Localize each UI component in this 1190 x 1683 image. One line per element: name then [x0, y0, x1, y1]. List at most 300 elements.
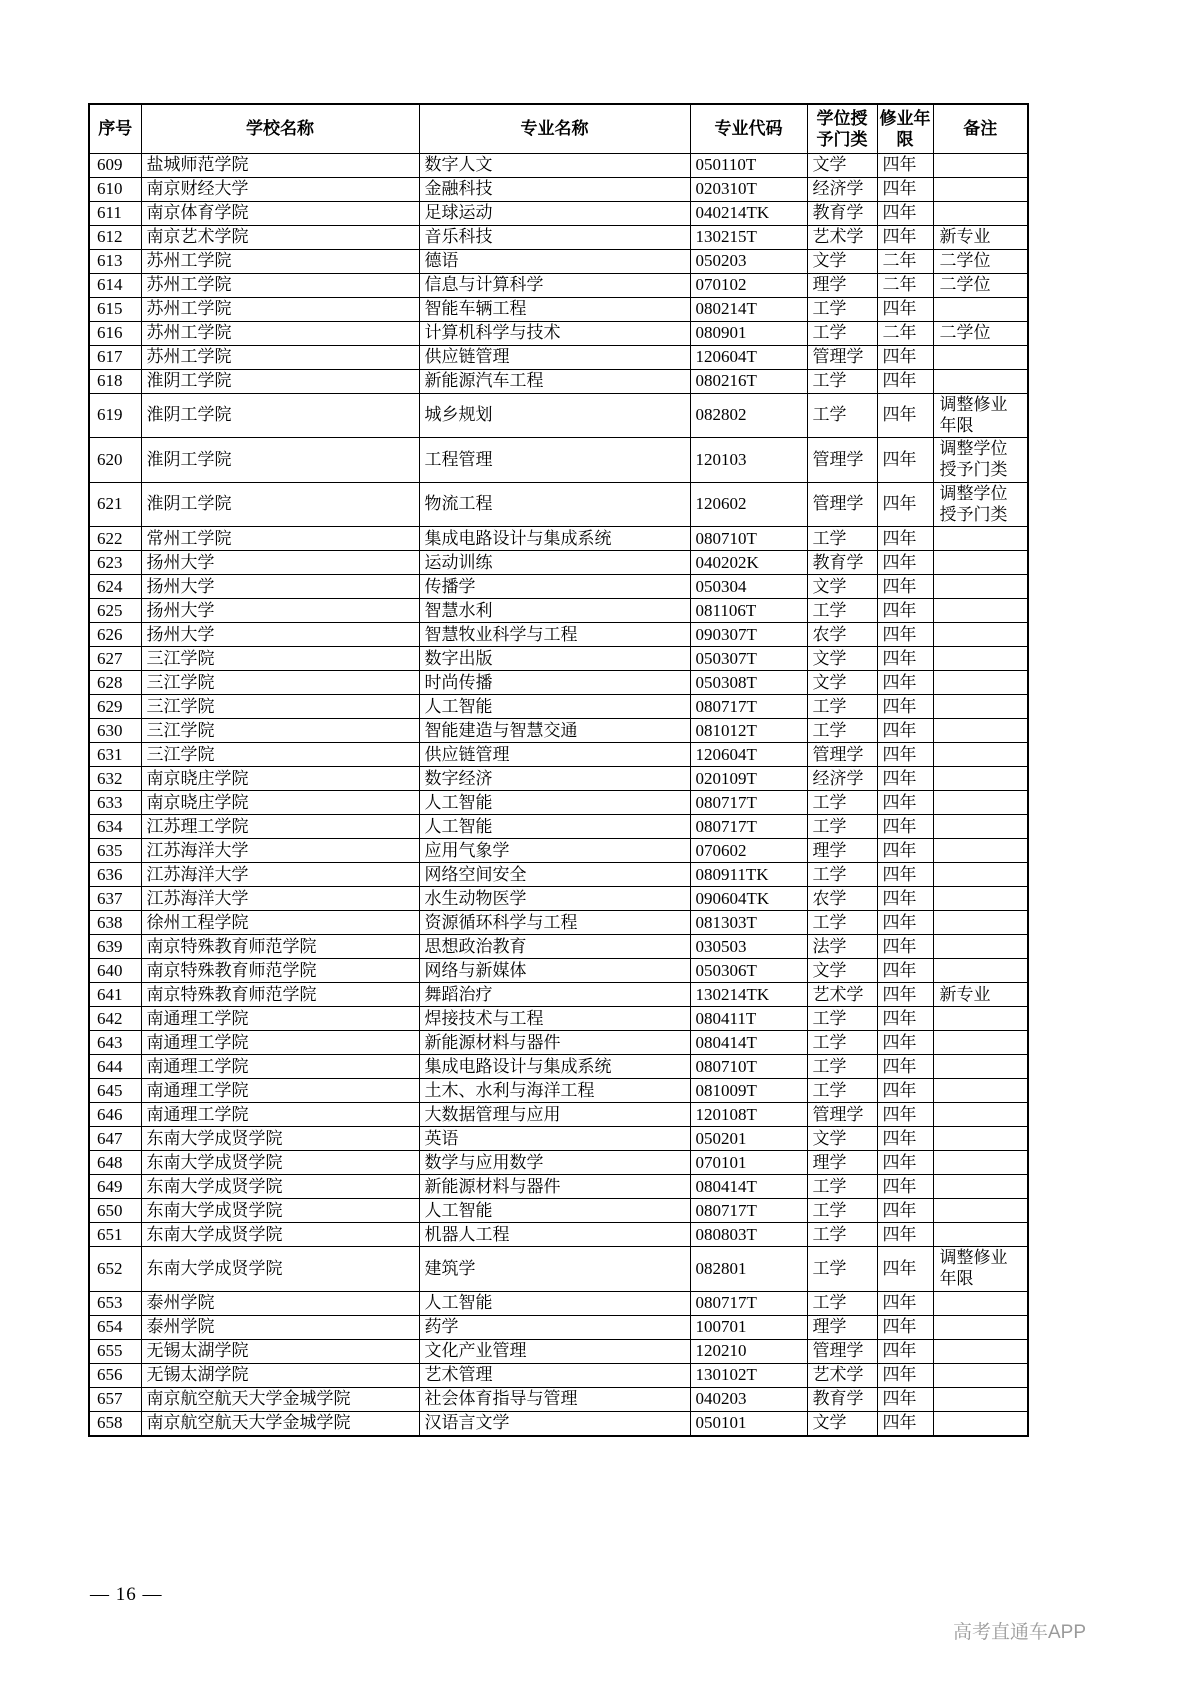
cell-index: 615 [89, 298, 141, 322]
cell-duration: 四年 [877, 370, 933, 394]
cell-remark [933, 575, 1028, 599]
table-row [89, 695, 1028, 719]
cell-major-name: 新能源汽车工程 [419, 370, 690, 394]
cell-major-code: 130214TK [690, 983, 807, 1007]
cell-major-name: 集成电路设计与集成系统 [419, 527, 690, 551]
cell-remark [933, 647, 1028, 671]
cell-remark [933, 1339, 1028, 1363]
cell-major-code: 080717T [690, 1291, 807, 1315]
cell-major-name: 数字经济 [419, 767, 690, 791]
cell-major-code: 080803T [690, 1223, 807, 1247]
cell-degree-category: 教育学 [807, 551, 877, 575]
cell-major-name: 新能源材料与器件 [419, 1175, 690, 1199]
cell-degree-category: 文学 [807, 1411, 877, 1436]
cell-duration: 四年 [877, 1031, 933, 1055]
cell-index: 635 [89, 839, 141, 863]
cell-duration: 四年 [877, 394, 933, 438]
cell-degree-category: 工学 [807, 394, 877, 438]
cell-school-name: 三江学院 [141, 743, 419, 767]
cell-duration: 四年 [877, 839, 933, 863]
cell-duration: 二年 [877, 250, 933, 274]
column-header-5: 修业年限 [877, 104, 933, 154]
cell-degree-category: 管理学 [807, 346, 877, 370]
cell-duration: 四年 [877, 226, 933, 250]
cell-major-code: 130215T [690, 226, 807, 250]
cell-index: 629 [89, 695, 141, 719]
cell-duration: 四年 [877, 1411, 933, 1436]
cell-major-name: 网络与新媒体 [419, 959, 690, 983]
cell-remark [933, 1291, 1028, 1315]
cell-remark [933, 839, 1028, 863]
cell-duration: 四年 [877, 202, 933, 226]
cell-duration: 四年 [877, 1223, 933, 1247]
cell-remark [933, 1199, 1028, 1223]
column-header-4: 学位授予门类 [807, 104, 877, 154]
cell-major-code: 090307T [690, 623, 807, 647]
cell-index: 622 [89, 527, 141, 551]
cell-major-name: 智慧牧业科学与工程 [419, 623, 690, 647]
cell-school-name: 三江学院 [141, 671, 419, 695]
cell-major-name: 新能源材料与器件 [419, 1031, 690, 1055]
cell-index: 624 [89, 575, 141, 599]
cell-index: 631 [89, 743, 141, 767]
cell-duration: 二年 [877, 322, 933, 346]
cell-major-name: 集成电路设计与集成系统 [419, 1055, 690, 1079]
cell-major-name: 时尚传播 [419, 671, 690, 695]
table-row [89, 1199, 1028, 1223]
cell-index: 651 [89, 1223, 141, 1247]
cell-duration: 四年 [877, 1007, 933, 1031]
table-row [89, 1127, 1028, 1151]
cell-duration: 四年 [877, 695, 933, 719]
table-row [89, 370, 1028, 394]
cell-school-name: 扬州大学 [141, 599, 419, 623]
cell-major-code: 040203 [690, 1387, 807, 1411]
cell-degree-category: 经济学 [807, 767, 877, 791]
cell-duration: 四年 [877, 983, 933, 1007]
cell-major-code: 120108T [690, 1103, 807, 1127]
cell-school-name: 泰州学院 [141, 1291, 419, 1315]
table-row [89, 647, 1028, 671]
cell-major-code: 030503 [690, 935, 807, 959]
cell-duration: 四年 [877, 743, 933, 767]
cell-degree-category: 农学 [807, 887, 877, 911]
cell-major-code: 020310T [690, 178, 807, 202]
table-row [89, 791, 1028, 815]
cell-index: 647 [89, 1127, 141, 1151]
cell-degree-category: 经济学 [807, 178, 877, 202]
cell-school-name: 南京财经大学 [141, 178, 419, 202]
cell-remark [933, 887, 1028, 911]
cell-index: 632 [89, 767, 141, 791]
cell-duration: 四年 [877, 887, 933, 911]
cell-major-code: 050201 [690, 1127, 807, 1151]
cell-major-name: 人工智能 [419, 695, 690, 719]
cell-remark [933, 695, 1028, 719]
cell-index: 639 [89, 935, 141, 959]
table-row [89, 1079, 1028, 1103]
cell-major-code: 080911TK [690, 863, 807, 887]
cell-duration: 四年 [877, 1079, 933, 1103]
cell-major-code: 050306T [690, 959, 807, 983]
cell-index: 619 [89, 394, 141, 438]
cell-major-code: 080717T [690, 815, 807, 839]
cell-duration: 四年 [877, 1175, 933, 1199]
cell-index: 612 [89, 226, 141, 250]
cell-index: 626 [89, 623, 141, 647]
cell-major-code: 020109T [690, 767, 807, 791]
cell-school-name: 泰州学院 [141, 1315, 419, 1339]
cell-degree-category: 工学 [807, 1175, 877, 1199]
cell-degree-category: 教育学 [807, 1387, 877, 1411]
cell-degree-category: 工学 [807, 599, 877, 623]
cell-index: 616 [89, 322, 141, 346]
table-row [89, 1411, 1028, 1436]
cell-major-name: 智能车辆工程 [419, 298, 690, 322]
cell-degree-category: 工学 [807, 1291, 877, 1315]
cell-school-name: 苏州工学院 [141, 346, 419, 370]
cell-remark [933, 178, 1028, 202]
cell-major-name: 数字人文 [419, 154, 690, 178]
table-header [89, 104, 1028, 154]
cell-index: 644 [89, 1055, 141, 1079]
cell-duration: 四年 [877, 178, 933, 202]
cell-degree-category: 农学 [807, 623, 877, 647]
cell-school-name: 江苏理工学院 [141, 815, 419, 839]
cell-degree-category: 理学 [807, 839, 877, 863]
cell-remark [933, 202, 1028, 226]
column-header-1: 学校名称 [141, 104, 419, 154]
cell-remark [933, 815, 1028, 839]
cell-degree-category: 工学 [807, 1223, 877, 1247]
table-row [89, 1151, 1028, 1175]
cell-major-name: 运动训练 [419, 551, 690, 575]
cell-duration: 四年 [877, 623, 933, 647]
cell-major-name: 机器人工程 [419, 1223, 690, 1247]
cell-degree-category: 艺术学 [807, 983, 877, 1007]
cell-major-name: 智慧水利 [419, 599, 690, 623]
table-row [89, 767, 1028, 791]
table-row [89, 482, 1028, 526]
cell-major-code: 100701 [690, 1315, 807, 1339]
cell-index: 630 [89, 719, 141, 743]
cell-school-name: 苏州工学院 [141, 322, 419, 346]
cell-remark [933, 671, 1028, 695]
cell-major-name: 城乡规划 [419, 394, 690, 438]
cell-major-code: 050307T [690, 647, 807, 671]
cell-major-code: 050101 [690, 1411, 807, 1436]
cell-index: 636 [89, 863, 141, 887]
table-row [89, 959, 1028, 983]
cell-remark: 新专业 [933, 226, 1028, 250]
cell-major-code: 070602 [690, 839, 807, 863]
cell-school-name: 无锡太湖学院 [141, 1363, 419, 1387]
cell-index: 613 [89, 250, 141, 274]
cell-school-name: 南京特殊教育师范学院 [141, 935, 419, 959]
cell-major-code: 080710T [690, 1055, 807, 1079]
cell-major-name: 物流工程 [419, 482, 690, 526]
cell-school-name: 南京特殊教育师范学院 [141, 983, 419, 1007]
cell-major-name: 供应链管理 [419, 743, 690, 767]
cell-school-name: 江苏海洋大学 [141, 887, 419, 911]
cell-duration: 四年 [877, 791, 933, 815]
cell-major-code: 120103 [690, 438, 807, 482]
cell-school-name: 三江学院 [141, 647, 419, 671]
cell-degree-category: 工学 [807, 695, 877, 719]
cell-duration: 四年 [877, 1199, 933, 1223]
cell-degree-category: 工学 [807, 815, 877, 839]
cell-degree-category: 文学 [807, 959, 877, 983]
cell-major-code: 082801 [690, 1247, 807, 1291]
cell-index: 637 [89, 887, 141, 911]
table-row [89, 839, 1028, 863]
cell-school-name: 南京晓庄学院 [141, 767, 419, 791]
cell-duration: 四年 [877, 1103, 933, 1127]
cell-degree-category: 工学 [807, 1079, 877, 1103]
watermark-app-name: 高考直通车APP [952, 1622, 1086, 1643]
cell-duration: 四年 [877, 346, 933, 370]
cell-duration: 四年 [877, 1247, 933, 1291]
cell-major-code: 120210 [690, 1339, 807, 1363]
table-row [89, 1175, 1028, 1199]
table-row [89, 551, 1028, 575]
table-row [89, 575, 1028, 599]
cell-duration: 二年 [877, 274, 933, 298]
cell-remark [933, 1151, 1028, 1175]
cell-school-name: 南京体育学院 [141, 202, 419, 226]
cell-major-name: 舞蹈治疗 [419, 983, 690, 1007]
cell-remark: 二学位 [933, 250, 1028, 274]
cell-remark [933, 346, 1028, 370]
cell-major-name: 文化产业管理 [419, 1339, 690, 1363]
cell-duration: 四年 [877, 815, 933, 839]
cell-duration: 四年 [877, 1315, 933, 1339]
table-body [89, 154, 1028, 1436]
cell-school-name: 盐城师范学院 [141, 154, 419, 178]
table-row [89, 815, 1028, 839]
cell-duration: 四年 [877, 1127, 933, 1151]
cell-index: 620 [89, 438, 141, 482]
cell-index: 618 [89, 370, 141, 394]
cell-school-name: 南京航空航天大学金城学院 [141, 1411, 419, 1436]
cell-major-name: 德语 [419, 250, 690, 274]
cell-duration: 四年 [877, 438, 933, 482]
cell-major-code: 082802 [690, 394, 807, 438]
cell-school-name: 南通理工学院 [141, 1055, 419, 1079]
cell-school-name: 常州工学院 [141, 527, 419, 551]
cell-degree-category: 文学 [807, 671, 877, 695]
cell-school-name: 南通理工学院 [141, 1031, 419, 1055]
column-header-2: 专业名称 [419, 104, 690, 154]
cell-major-code: 081009T [690, 1079, 807, 1103]
cell-degree-category: 工学 [807, 719, 877, 743]
cell-major-name: 金融科技 [419, 178, 690, 202]
cell-duration: 四年 [877, 575, 933, 599]
cell-degree-category: 工学 [807, 1055, 877, 1079]
cell-remark [933, 911, 1028, 935]
cell-remark [933, 1007, 1028, 1031]
cell-duration: 四年 [877, 1387, 933, 1411]
cell-index: 617 [89, 346, 141, 370]
cell-index: 655 [89, 1339, 141, 1363]
cell-remark: 调整学位授予门类 [933, 438, 1028, 482]
cell-major-name: 足球运动 [419, 202, 690, 226]
table-row [89, 623, 1028, 647]
cell-major-name: 应用气象学 [419, 839, 690, 863]
cell-duration: 四年 [877, 551, 933, 575]
cell-remark [933, 1175, 1028, 1199]
cell-duration: 四年 [877, 719, 933, 743]
cell-degree-category: 管理学 [807, 743, 877, 767]
cell-index: 609 [89, 154, 141, 178]
cell-remark [933, 1363, 1028, 1387]
cell-index: 646 [89, 1103, 141, 1127]
cell-major-code: 070102 [690, 274, 807, 298]
cell-remark [933, 743, 1028, 767]
cell-major-code: 080414T [690, 1175, 807, 1199]
cell-school-name: 东南大学成贤学院 [141, 1151, 419, 1175]
cell-remark [933, 1411, 1028, 1436]
cell-remark [933, 1079, 1028, 1103]
cell-degree-category: 工学 [807, 527, 877, 551]
cell-school-name: 南京艺术学院 [141, 226, 419, 250]
cell-index: 610 [89, 178, 141, 202]
cell-duration: 四年 [877, 1291, 933, 1315]
cell-duration: 四年 [877, 298, 933, 322]
cell-index: 627 [89, 647, 141, 671]
cell-major-name: 智能建造与智慧交通 [419, 719, 690, 743]
cell-major-name: 信息与计算科学 [419, 274, 690, 298]
cell-remark [933, 1387, 1028, 1411]
cell-major-name: 英语 [419, 1127, 690, 1151]
cell-duration: 四年 [877, 1339, 933, 1363]
cell-school-name: 南通理工学院 [141, 1007, 419, 1031]
cell-remark [933, 935, 1028, 959]
table-row [89, 671, 1028, 695]
cell-remark: 二学位 [933, 322, 1028, 346]
cell-school-name: 南京航空航天大学金城学院 [141, 1387, 419, 1411]
cell-degree-category: 工学 [807, 1031, 877, 1055]
cell-index: 648 [89, 1151, 141, 1175]
cell-school-name: 淮阴工学院 [141, 482, 419, 526]
table-row [89, 250, 1028, 274]
cell-remark [933, 527, 1028, 551]
table-row [89, 983, 1028, 1007]
page-number: — 16 — [90, 1584, 163, 1605]
cell-duration: 四年 [877, 1363, 933, 1387]
cell-remark [933, 154, 1028, 178]
cell-major-code: 050110T [690, 154, 807, 178]
cell-degree-category: 管理学 [807, 482, 877, 526]
cell-school-name: 江苏海洋大学 [141, 863, 419, 887]
table-row [89, 1247, 1028, 1291]
cell-duration: 四年 [877, 1151, 933, 1175]
cell-major-name: 资源循环科学与工程 [419, 911, 690, 935]
cell-major-code: 120604T [690, 743, 807, 767]
cell-duration: 四年 [877, 1055, 933, 1079]
cell-remark [933, 1031, 1028, 1055]
cell-degree-category: 工学 [807, 322, 877, 346]
cell-major-name: 社会体育指导与管理 [419, 1387, 690, 1411]
cell-degree-category: 法学 [807, 935, 877, 959]
cell-duration: 四年 [877, 767, 933, 791]
cell-school-name: 南京特殊教育师范学院 [141, 959, 419, 983]
cell-school-name: 苏州工学院 [141, 274, 419, 298]
cell-duration: 四年 [877, 482, 933, 526]
cell-major-name: 艺术管理 [419, 1363, 690, 1387]
cell-major-name: 供应链管理 [419, 346, 690, 370]
cell-school-name: 淮阴工学院 [141, 394, 419, 438]
cell-major-code: 080414T [690, 1031, 807, 1055]
cell-remark [933, 767, 1028, 791]
cell-major-code: 040202K [690, 551, 807, 575]
cell-degree-category: 工学 [807, 1247, 877, 1291]
table-row [89, 1223, 1028, 1247]
cell-major-name: 思想政治教育 [419, 935, 690, 959]
table-row [89, 1339, 1028, 1363]
cell-remark: 新专业 [933, 983, 1028, 1007]
cell-school-name: 南通理工学院 [141, 1079, 419, 1103]
majors-approval-table [88, 103, 1029, 1437]
cell-index: 657 [89, 1387, 141, 1411]
table-row [89, 346, 1028, 370]
table-row [89, 438, 1028, 482]
cell-major-code: 050308T [690, 671, 807, 695]
cell-major-name: 焊接技术与工程 [419, 1007, 690, 1031]
cell-remark [933, 623, 1028, 647]
cell-major-code: 081012T [690, 719, 807, 743]
table-row [89, 935, 1028, 959]
table-row [89, 1363, 1028, 1387]
cell-degree-category: 工学 [807, 1007, 877, 1031]
cell-index: 633 [89, 791, 141, 815]
cell-duration: 四年 [877, 599, 933, 623]
cell-major-code: 050304 [690, 575, 807, 599]
cell-index: 614 [89, 274, 141, 298]
cell-major-code: 070101 [690, 1151, 807, 1175]
cell-degree-category: 工学 [807, 1199, 877, 1223]
cell-school-name: 东南大学成贤学院 [141, 1127, 419, 1151]
cell-index: 642 [89, 1007, 141, 1031]
cell-duration: 四年 [877, 154, 933, 178]
cell-school-name: 淮阴工学院 [141, 370, 419, 394]
cell-school-name: 南京晓庄学院 [141, 791, 419, 815]
cell-degree-category: 管理学 [807, 1339, 877, 1363]
cell-degree-category: 工学 [807, 370, 877, 394]
cell-duration: 四年 [877, 647, 933, 671]
cell-remark [933, 1103, 1028, 1127]
column-header-3: 专业代码 [690, 104, 807, 154]
cell-major-code: 080717T [690, 791, 807, 815]
cell-index: 640 [89, 959, 141, 983]
table-row [89, 226, 1028, 250]
cell-degree-category: 工学 [807, 791, 877, 815]
cell-major-name: 数学与应用数学 [419, 1151, 690, 1175]
cell-major-name: 药学 [419, 1315, 690, 1339]
table-row [89, 298, 1028, 322]
cell-index: 628 [89, 671, 141, 695]
cell-major-name: 水生动物医学 [419, 887, 690, 911]
cell-index: 656 [89, 1363, 141, 1387]
table-row [89, 1315, 1028, 1339]
cell-major-name: 数字出版 [419, 647, 690, 671]
cell-major-name: 建筑学 [419, 1247, 690, 1291]
cell-school-name: 无锡太湖学院 [141, 1339, 419, 1363]
column-header-0: 序号 [89, 104, 141, 154]
cell-remark [933, 1315, 1028, 1339]
cell-major-name: 人工智能 [419, 815, 690, 839]
cell-remark [933, 791, 1028, 815]
